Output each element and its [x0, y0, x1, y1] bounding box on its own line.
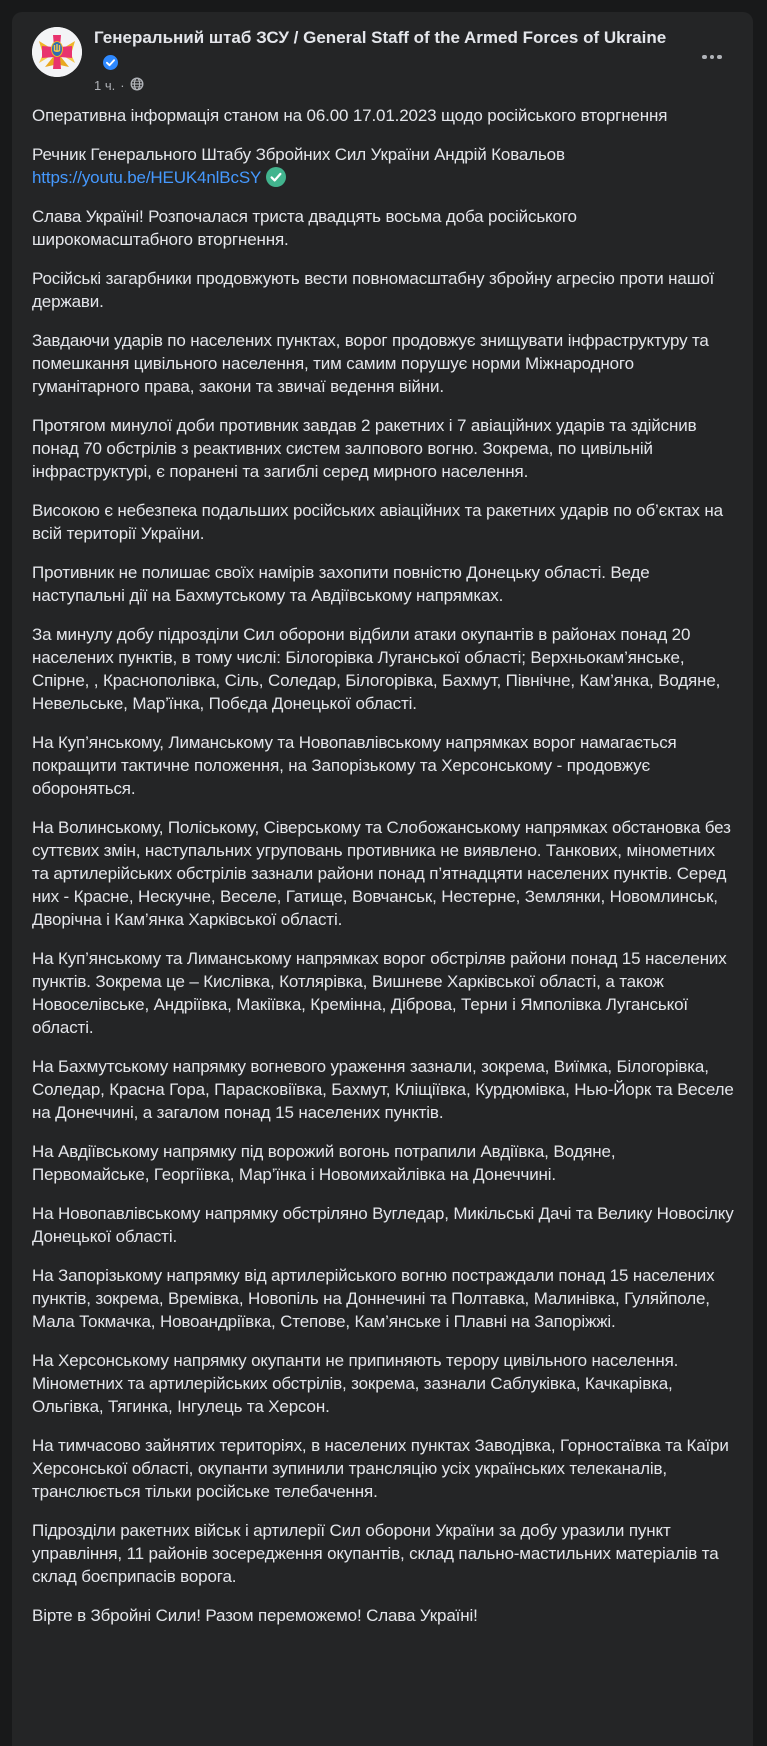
check-mark-emoji: [266, 167, 286, 187]
paragraph-text: Речник Генерального Штабу Збройних Сил України Андрій Ковальов: [32, 145, 565, 164]
post-paragraph: Російські загарбники продовжують вести повномасштабну збройну агресію проти нашої держави.: [32, 269, 715, 311]
post-paragraph: За минулу добу підрозділи Сил оборони відбили атаки окупантів в районах понад 20 населених пунктів, в тому числі: Білогорівка Луганської області; Верхньокам’янське, Спірне, , Краснополівка, Сіль, Соледар, Білогорівка, Бахмут, Північне, Кам’янка, Водяне, Невельське, Мар’їнка, Побєда Донецької області.: [32, 625, 721, 713]
verified-badge-icon: [103, 57, 118, 74]
meta-separator: ·: [120, 78, 125, 93]
verified-badge-row: [103, 55, 666, 70]
ellipsis-icon: [702, 55, 722, 60]
post-paragraph: На Бахмутському напрямку вогневого ураження зазнали, зокрема, Виїмка, Білогорівка, Соледар, Красна Гора, Парасковіївка, Бахмут, Кліщіївка, Курдюмівка, Нью-Йорк та Веселе на Донеччині, а загалом понад 15 населених пунктів.: [32, 1057, 734, 1122]
post-meta-row: [94, 77, 666, 94]
post-card: [12, 12, 753, 1746]
post-paragraph: Слава Україні! Розпочалася триста двадцять восьма доба російського широкомасштабного вторгнення.: [32, 207, 577, 249]
youtube-link[interactable]: https://youtu.be/HEUK4nlBcSY: [32, 168, 262, 187]
post-paragraph: Оперативна інформація станом на 06.00 17.01.2023 щодо російського вторгнення: [32, 106, 668, 125]
post-paragraph: На Новопавлівському напрямку обстріляно Вугледар, Микільські Дачі та Велику Новосілку Донецької області.: [32, 1204, 734, 1246]
post-paragraph: На Запорізькому напрямку від артилерійського вогню постраждали понад 15 населених пунктів, зокрема, Времівка, Новопіль на Доннечині та Полтавка, Малинівка, Гуляйполе, Мала Токмачка, Новоандріївка, Степове, Кам’янське і Плавні на Запоріжжі.: [32, 1266, 715, 1331]
post-paragraph: На тимчасово зайнятих територіях, в населених пунктах Заводівка, Горностаївка та Каїри Херсонської області, окупанти зупинили трансляцію усіх українських телеканалів, транслюється тільки російське телебачення.: [32, 1436, 729, 1501]
post-paragraph: [32, 143, 735, 189]
more-options-button[interactable]: [695, 42, 729, 72]
post-timestamp[interactable]: 1 ч.: [94, 78, 116, 93]
page-avatar[interactable]: [32, 27, 82, 77]
post-paragraph: Протягом минулої доби противник завдав 2 ракетних і 7 авіаційних ударів та здійснив понад 70 обстрілів з реактивних систем залпового вогню. Зокрема, по цивільній інфраструктурі, є поранені та загиблі серед мирного населення.: [32, 416, 697, 481]
post-paragraph: Підрозділи ракетних військ і артилерії Сил оборони України за добу уразили пункт управління, 11 районів зосередження окупантів, склад пально-мастильних матеріалів та склад боєприпасів ворога.: [32, 1521, 719, 1586]
post-paragraph: На Куп’янському, Лиманському та Новопавлівському напрямках ворог намагається покращити тактичне положення, на Запорізькому та Херсонському - продовжує обороняться.: [32, 733, 677, 798]
header-info: [94, 27, 666, 94]
post-paragraph: На Авдіївському напрямку під ворожий вогонь потрапили Авдіївка, Водяне, Первомайське, Георгіївка, Мар’їнка і Новомихайлівка на Донеччині.: [32, 1142, 616, 1184]
page-name-link[interactable]: Генеральний штаб ЗСУ / General Staff of the Armed Forces of Ukraine: [94, 28, 667, 47]
post-paragraph: На Куп’янському та Лиманському напрямках ворог обстріляв райони понад 15 населених пунктів. Зокрема це – Кислівка, Котлярівка, Вишневе Харківської області, а також Новоселівське, Андріївка, Макіївка, Кремінна, Діброва, Терни і Ямполівка Луганської області.: [32, 949, 727, 1037]
general-staff-emblem-icon: [32, 27, 82, 77]
post-text: [12, 94, 753, 1635]
post-paragraph: Високою є небезпека подальших російських авіаційних та ракетних ударів по об’єктах на всій території України.: [32, 501, 723, 543]
post-paragraph: На Херсонському напрямку окупанти не припиняють терору цивільного населення. Мінометних та артилерійських обстрілів, зокрема, зазнали Саблуківка, Качкарівка, Ольгівка, Тягинка, Інгулець та Херсон.: [32, 1351, 679, 1416]
post-paragraph: Завдаючи ударів по населених пунктах, ворог продовжує знищувати інфраструктуру та помешкання цивільного населення, тим самим порушує норми Міжнародного гуманітарного права, закони та звичаї ведення війни.: [32, 331, 709, 396]
post-header: [12, 12, 753, 94]
post-paragraph: Противник не полишає своїх намірів захопити повністю Донецьку області. Веде наступальні дії на Бахмутському та Авдіївському напрямках.: [32, 563, 650, 605]
post-paragraph: На Волинському, Поліському, Сіверському та Слобожанському напрямках обстановка без суттєвих змін, наступальних угруповань противника не виявлено. Танкових, мінометних та артилерійських обстрілів зазнали райони понад п’ятнадцяти населених пунктів. Серед них - Красне, Нескучне, Веселе, Гатище, Вовчанськ, Нестерне, Землянки, Новомлинськ, Дворічна і Кам’янка Харківської області.: [32, 818, 731, 929]
globe-privacy-icon: [130, 77, 144, 94]
post-paragraph: Вірте в Збройні Сили! Разом переможемо! Слава Україні!: [32, 1606, 478, 1625]
